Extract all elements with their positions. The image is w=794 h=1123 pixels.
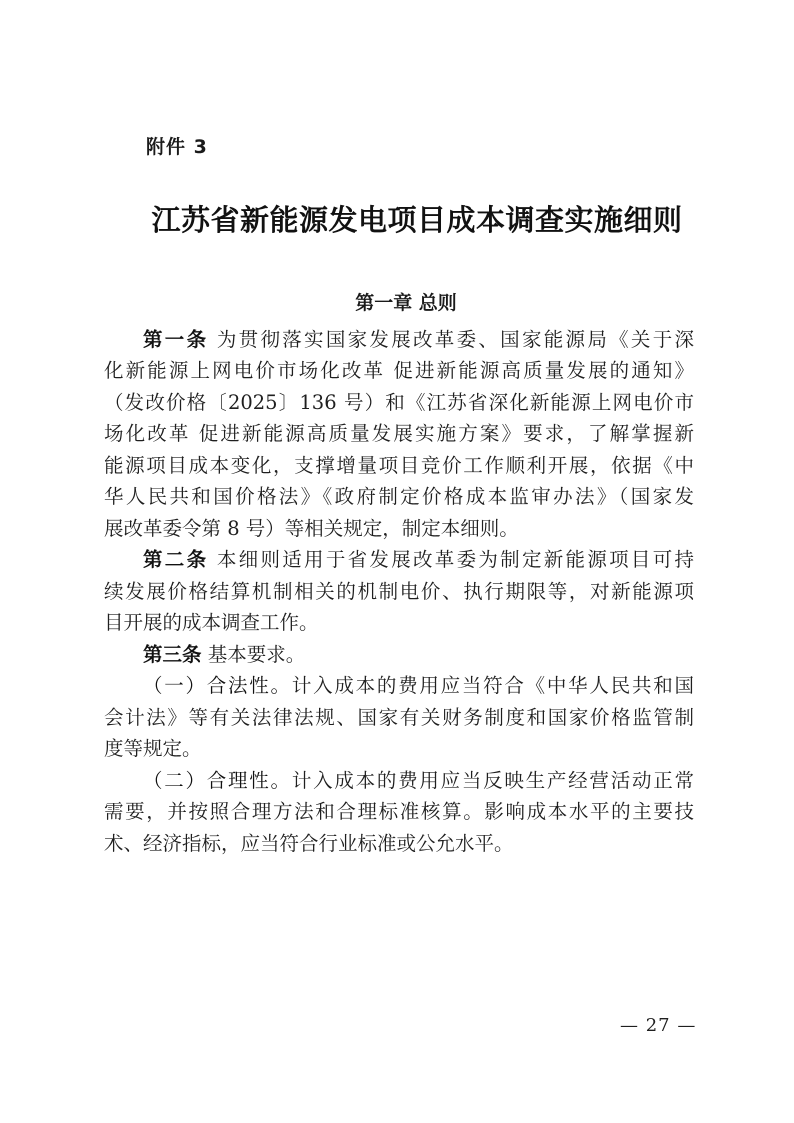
article-1-line-5: 能源项目成本变化，支撑增量项目竞价工作顺利开展，依据《中 [104, 454, 694, 477]
attachment-label: 附件 3 [146, 136, 208, 158]
article-1-line-7: 展改革委令第 8 号）等相关规定，制定本细则。 [104, 517, 519, 540]
item-2-line-3: 术、经济指标，应当符合行业标准或公允水平。 [104, 832, 514, 855]
page-number: — 27 — [620, 1015, 697, 1036]
item-2-line-1 [143, 766, 694, 796]
article-3-line-1 [143, 640, 694, 670]
article-1-line-2: 化新能源上网电价市场化改革 促进新能源高质量发展的通知》 [104, 359, 694, 382]
item-2-text: 计入成本的费用应当反映生产经营活动正常 [291, 769, 694, 792]
article-2-line-3: 目开展的成本调查工作。 [104, 611, 319, 634]
item-1-heading: （一）合法性。 [143, 674, 292, 697]
article-1-line-4: 场化改革 促进新能源高质量发展实施方案》要求，了解掌握新 [104, 422, 694, 445]
item-1-text: 计入成本的费用应当符合《中华人民共和国 [291, 674, 694, 697]
item-1-line-1 [143, 671, 694, 701]
article-1-line-1 [143, 325, 694, 355]
article-1-heading: 第一条 [143, 328, 209, 351]
item-1-line-2: 会计法》等有关法律法规、国家有关财务制度和国家价格监管制 [104, 706, 694, 729]
article-2-line-2: 续发展价格结算机制相关的机制电价、执行期限等，对新能源项 [104, 580, 694, 603]
article-2-line-1 [143, 545, 694, 575]
item-2-heading: （二）合理性。 [143, 769, 292, 792]
article-1-line-6: 华人民共和国价格法》《政府制定价格成本监审办法》（国家发 [104, 485, 694, 508]
article-2-text: 本细则适用于省发展改革委为制定新能源项目可持 [208, 548, 694, 571]
article-2-heading: 第二条 [143, 548, 209, 571]
article-1-text: 为贯彻落实国家发展改革委、国家能源局《关于深 [208, 328, 694, 351]
chapter-heading: 第一章 总则 [355, 292, 457, 314]
item-1-line-3: 度等规定。 [104, 737, 202, 760]
article-1-line-3: （发改价格〔2025〕136 号）和《江苏省深化新能源上网电价市 [104, 391, 694, 414]
document-title: 江苏省新能源发电项目成本调查实施细则 [151, 203, 683, 237]
item-2-line-2: 需要，并按照合理方法和合理标准核算。影响成本水平的主要技 [104, 800, 694, 823]
article-3-text: 基本要求。 [201, 643, 306, 666]
article-3-heading: 第三条 [143, 643, 202, 666]
